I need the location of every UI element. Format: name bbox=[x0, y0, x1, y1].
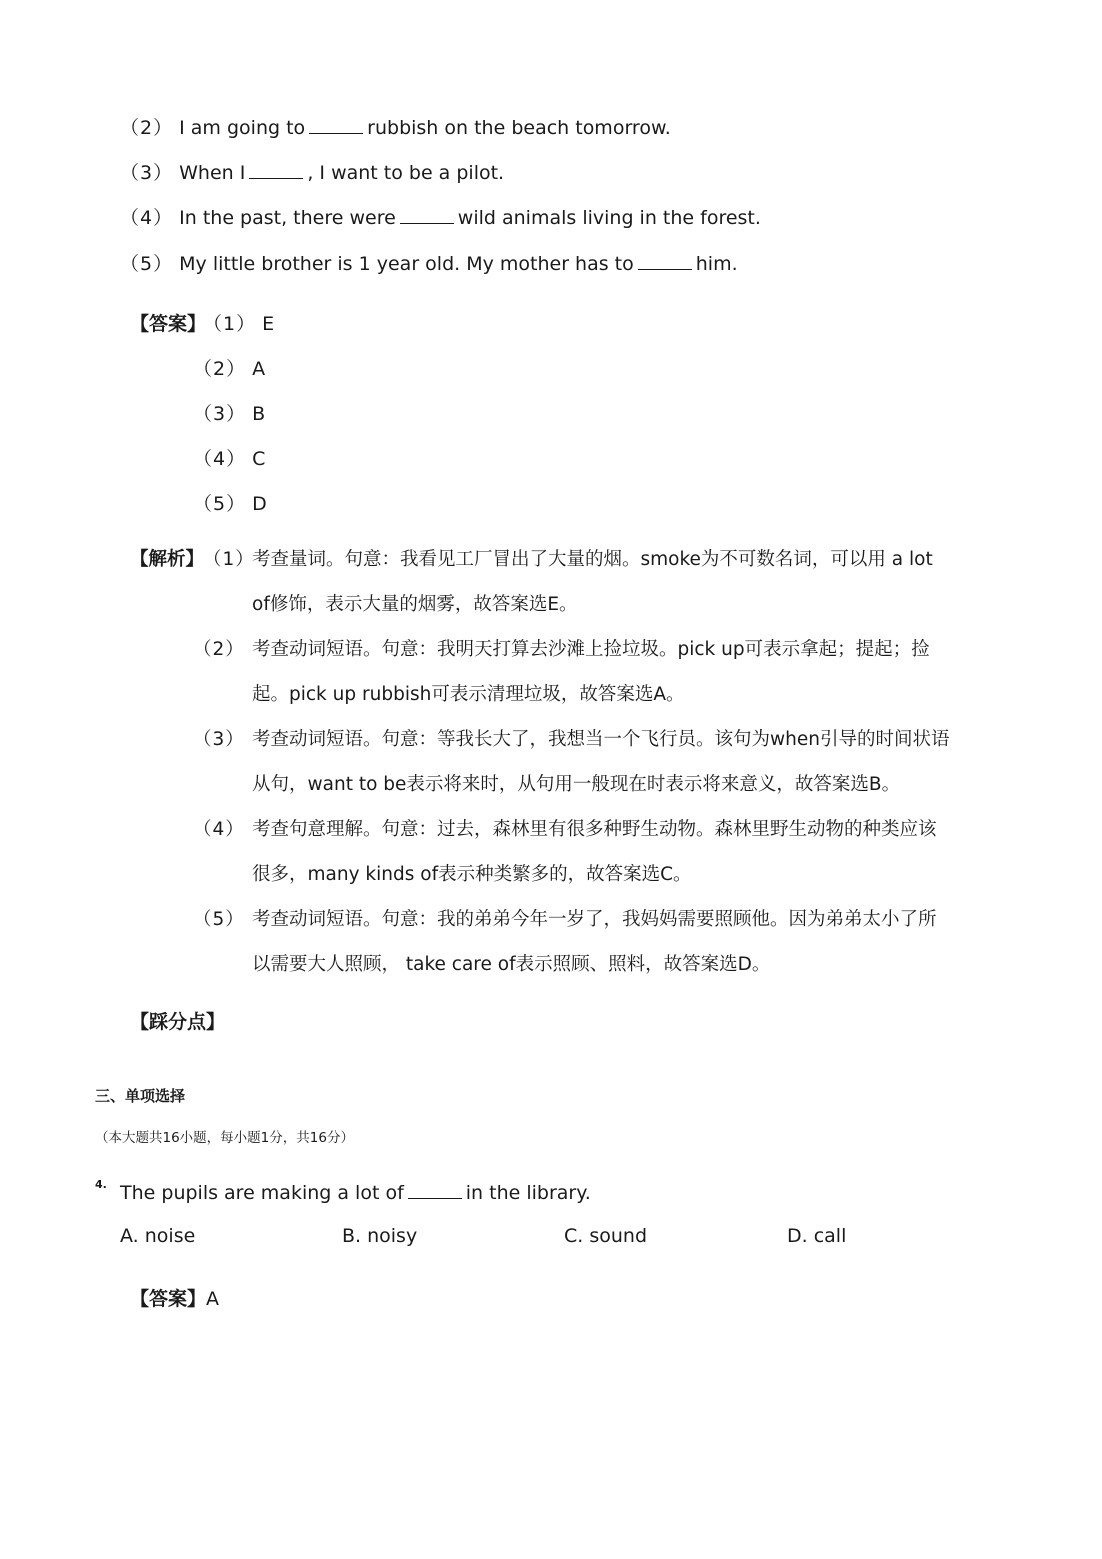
answer-blank bbox=[309, 113, 363, 134]
analysis-item-number: （2） bbox=[193, 639, 245, 660]
analysis-item-line: 从句，want to be表示将来时，从句用一般现在时表示将来意义，故答案选B。 bbox=[252, 774, 901, 795]
analysis-label: 【解析】 bbox=[130, 549, 205, 570]
analysis-item-line: 考查动词短语。句意：我明天打算去沙滩上捡垃圾。pick up可表示拿起；提起；捡 bbox=[252, 639, 930, 660]
answer-blank bbox=[249, 158, 303, 179]
answer-item: （2） A bbox=[193, 358, 266, 380]
answer-item: （3） B bbox=[193, 403, 266, 425]
section-note: （本大题共16小题，每小题1分，共16分） bbox=[95, 1130, 354, 1146]
section-title: 三、单项选择 bbox=[95, 1087, 186, 1105]
answer-blank bbox=[408, 1178, 462, 1199]
answer-item: （1） E bbox=[203, 313, 275, 335]
exercise-item: （5） My little brother is 1 year old. My mother has to him. bbox=[120, 249, 738, 277]
analysis-item-line: 以需要大人照顾， take care of表示照顾、照料，故答案选D。 bbox=[252, 954, 771, 975]
analysis-item-line: 考查动词短语。句意：等我长大了，我想当一个飞行员。该句为when引导的时间状语 bbox=[252, 729, 950, 750]
analysis-item-line: of修饰，表示大量的烟雾，故答案选E。 bbox=[252, 594, 578, 615]
analysis-item-number: （5） bbox=[193, 909, 245, 930]
answer-label: 【答案】 bbox=[130, 313, 207, 335]
analysis-item-number: （3） bbox=[193, 729, 245, 750]
analysis-item-number: （1） bbox=[203, 549, 255, 570]
analysis-item-number: （4） bbox=[193, 819, 245, 840]
analysis-item-line: 考查句意理解。句意：过去，森林里有很多种野生动物。森林里野生动物的种类应该 bbox=[252, 819, 937, 840]
exercise-item: （4） In the past, there were wild animals living in the forest. bbox=[120, 203, 761, 231]
question-stem: The pupils are making a lot of in the library. bbox=[120, 1178, 591, 1206]
scoring-point-label: 【踩分点】 bbox=[130, 1011, 226, 1033]
answer-blank bbox=[400, 203, 454, 224]
analysis-item-line: 考查量词。句意：我看见工厂冒出了大量的烟。smoke为不可数名词，可以用 a lot bbox=[252, 549, 933, 570]
exercise-item: （2） I am going to rubbish on the beach tomorrow. bbox=[120, 113, 671, 141]
question-number: 4. bbox=[95, 1178, 107, 1191]
analysis-item-line: 很多，many kinds of表示种类繁多的，故答案选C。 bbox=[252, 864, 692, 885]
analysis-item-line: 考查动词短语。句意：我的弟弟今年一岁了，我妈妈需要照顾他。因为弟弟太小了所 bbox=[252, 909, 937, 930]
answer-item: （4） C bbox=[193, 448, 266, 470]
answer-item: （5） D bbox=[193, 493, 267, 515]
option-a[interactable]: A. noise bbox=[120, 1225, 196, 1247]
option-b[interactable]: B. noisy bbox=[342, 1225, 418, 1247]
option-c[interactable]: C. sound bbox=[564, 1225, 648, 1247]
question-answer: 【答案】A bbox=[130, 1288, 220, 1310]
answer-blank bbox=[638, 249, 692, 270]
option-d[interactable]: D. call bbox=[787, 1225, 847, 1247]
analysis-item-line: 起。pick up rubbish可表示清理垃圾，故答案选A。 bbox=[252, 684, 685, 705]
exercise-item: （3） When I , I want to be a pilot. bbox=[120, 158, 504, 186]
